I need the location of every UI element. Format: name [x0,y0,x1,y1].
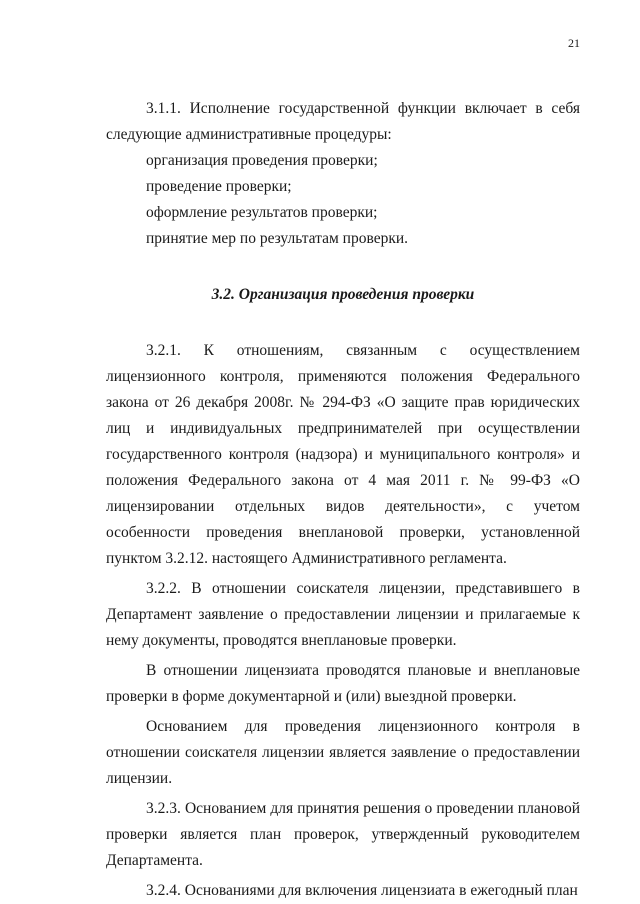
procedure-item-3: оформление результатов проверки; [146,204,378,221]
page-number: 21 [568,36,580,50]
paragraph-3-2-3: 3.2.3. Основанием для принятия решения о проведении плановой проверки является план проверок, утвержденный руководителем Департамента. [106,800,580,869]
paragraph-3-1-1: 3.1.1. Исполнение государственной функции включает в себя следующие административные процедуры: [106,100,580,143]
paragraph-licensee: В отношении лицензиата проводятся плановые и внеплановые проверки в форме документарной и (или) выездной проверки. [106,662,580,705]
section-heading-3-2: 3.2. Организация проведения проверки [211,286,475,303]
procedure-item-4: принятие мер по результатам проверки. [146,230,409,247]
paragraph-3-2-4: 3.2.4. Основаниями для включения лицензиата в ежегодный план [146,882,578,899]
procedure-item-2: проведение проверки; [146,178,292,195]
procedure-item-1: организация проведения проверки; [146,152,378,169]
paragraph-3-2-1: 3.2.1. К отношениям, связанным с осуществлением лицензионного контроля, применяются положения Федерального закона от 26 декабря 2008г. № 294-ФЗ «О защите прав юридических лиц и индивидуальных предпринимателей при осуществлении государственного контроля (надзора) и муниципального контроля» и положения Федерального закона от 4 мая 2011 г. № 99-ФЗ «О лицензировании отдельных видов деятельности», с учетом особенности проведения внеплановой проверки, установленной пунктом 3.2.12. настоящего Административного регламента. [106,342,580,567]
paragraph-basis: Основанием для проведения лицензионного контроля в отношении соискателя лицензии является заявление о предоставлении лицензии. [106,718,580,787]
paragraph-3-2-2: 3.2.2. В отношении соискателя лицензии, представившего в Департамент заявление о предоставлении лицензии и прилагаемые к нему документы, проводятся внеплановые проверки. [106,580,580,649]
document-body [106,96,580,904]
